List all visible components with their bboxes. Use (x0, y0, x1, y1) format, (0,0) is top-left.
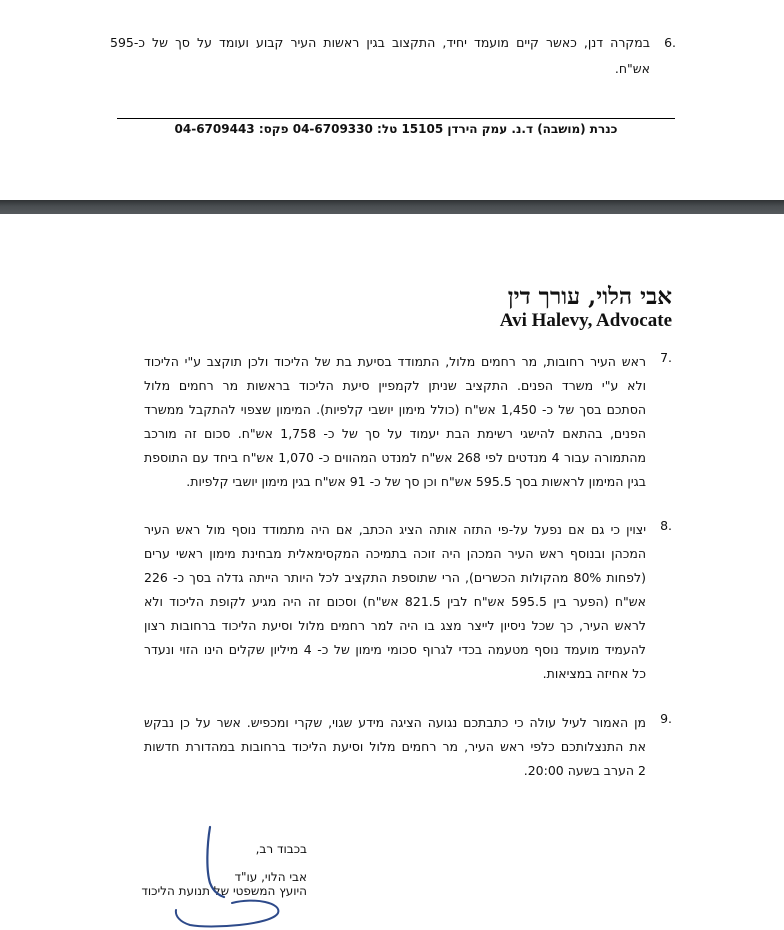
paragraph-line: (לפחות 80% מהקולות הכשרים), הרי שתוספת התקציב לכל היותר הייתה גדלה בסך כ- 226 (144, 570, 646, 585)
paragraph-line: בגין המימון לראשות בסך 595.5 אש"ח וכן סך של כ- 91 אש"ח בגין מימון יושבי קלפיות. (186, 474, 646, 489)
closing-signer-name: אבי הלוי, עו"ד (234, 870, 307, 884)
paragraph-line: מהתמורה עבור 4 מנדטים לפי 268 אש"ח למנדט המהווים כ- 1,070 אש"ח ביחד עם התוספת (144, 450, 647, 465)
paragraph-line: את התנצלותכם כלפי ראש העיר, מר רחמים מלול וסיעת הליכוד ברחובות במהדורת חדשות (144, 739, 646, 754)
page-footer-address: כנרת (מושבה) ד.נ. עמק הירדן 15105 טל: 04-6709330 פקס: 04-6709443 (174, 122, 618, 136)
paragraph-body (144, 518, 646, 686)
paragraph-number: 6. (664, 35, 676, 50)
letterhead-hebrew-name: אבי הלוי, עורך דין (507, 283, 672, 310)
letterhead-english-name: Avi Halevy, Advocate (499, 310, 672, 331)
paragraph-line: הסתכם בסך של כ- 1,450 אש"ח (כולל מימון יושבי קלפיות). המימון שצפוי להתקבל ממשרד (144, 402, 646, 417)
paragraph-line: להעמיד מועמד נוסף מטעמה בכדי לגרוף סכומי מימון של כ- 4 מיליון שקלים הינו הזוי ונעדר (144, 642, 646, 657)
paragraph-line: מן האמור לעיל עולה כי כתבתכם נגועה הציגה מידע שגוי, שקרי ומכפיש. אשר על כן נבקש (144, 715, 646, 730)
signature-stroke (207, 827, 224, 897)
paragraph-line: לראש העיר, כך שכל ניסיון לייצר מצג בו היה למר רחמים מלול וסיעת הליכוד ברחובות רצון (144, 618, 646, 633)
paragraph-number: 8. (660, 518, 672, 533)
paragraph-line: ראש העיר רחובות, מר רחמים מלול, התמודד בסיעת בת של הליכוד ולכן תוקצב ע"י הליכוד (144, 354, 646, 369)
page-separator (0, 200, 784, 214)
paragraph-number: 7. (660, 350, 672, 365)
paragraph-line: הפנים, בהתאם להישגי רשימת הבת יעמוד על סך של כ- 1,758 אש"ח. סכום זה מורכב (144, 426, 646, 441)
paragraph-body (144, 350, 646, 494)
paragraph-line: אש"ח (הפער בין 595.5 אש"ח לבין 821.5 אש"ח) וסכום זה היה מגיע לקופת הליכוד ולא (144, 594, 646, 609)
footer-rule (117, 118, 675, 119)
paragraph-line: אש"ח. (614, 61, 650, 76)
paragraph-line: המכהן ובנוסף ראש העיר המכהן היה זוכה בתמיכה המקסימאלית מבחינת מימון ראשי ערים (144, 546, 646, 561)
paragraph-number: 9. (660, 711, 672, 726)
paragraph-body (144, 711, 646, 783)
signature-loop (176, 901, 279, 927)
document-page-top (0, 0, 784, 200)
closing-signer-title: היועץ המשפטי של תנועת הליכוד (141, 884, 307, 898)
handwritten-signature (160, 815, 320, 930)
paragraph-line: 2 הערב בשעה 20:00. (523, 763, 646, 778)
paragraph-body (110, 30, 650, 82)
paragraph-line: ולא ע"י משרד הפנים. התקציב שניתן לקמפיין סיעת הליכוד בראשות מר רחמים מלול (144, 378, 646, 393)
paragraph-line: יצוין כי גם אם נפעל על-פי התזה אותה הציג הכתב, אם היה מתמודד נוסף מול ראש העיר (144, 522, 646, 537)
closing-regards: בכבוד רב, (255, 842, 307, 856)
paragraph-line: במקרה דנן, כאשר קיים מועמד יחיד, התקצוב בגין ראשות העיר קבוע ועומד על סך של כ-595 (110, 35, 650, 50)
paragraph-line: כל אחיזה במציאות. (542, 666, 646, 681)
